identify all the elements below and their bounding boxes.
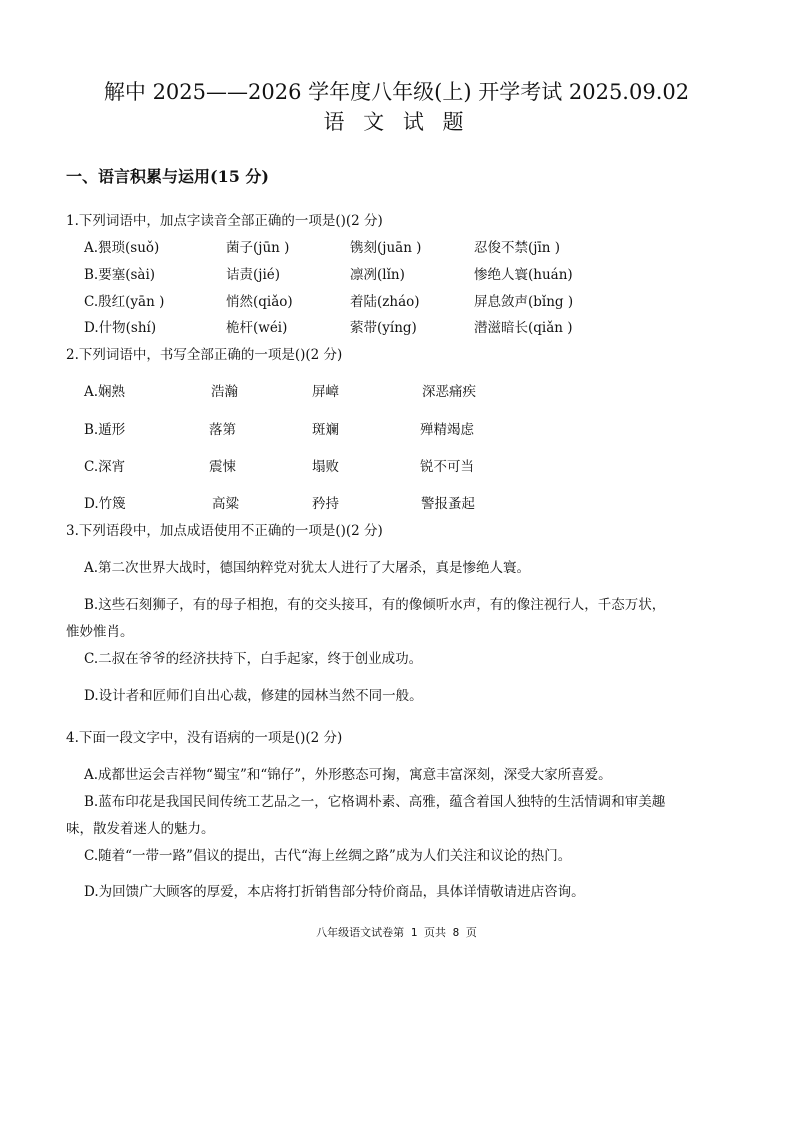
exam-title: 解中 2025——2026 学年度八年级(上) 开学考试 2025.09.02 [103, 80, 690, 104]
q1-option: 萦带(yíng) [350, 320, 417, 336]
q1-option: 镌刻(juān ) [350, 240, 422, 256]
q2-option: 矜持 [312, 496, 339, 512]
question-4-stem: 4.下面一段文字中，没有语病的一项是()(2 分) [66, 730, 343, 746]
q1-option: 潜滋暗长(qiǎn ) [474, 320, 573, 336]
question-1-stem: 1.下列词语中，加点字读音全部正确的一项是()(2 分) [66, 213, 383, 229]
q2-option: 深恶痛疾 [422, 384, 476, 400]
q3-option-c: C.二叔在爷爷的经济扶持下，白手起家，终于创业成功。 [84, 651, 423, 667]
q2-option: 高粱 [212, 496, 239, 512]
q2-option: 警报蚤起 [421, 496, 475, 512]
q2-option: D.竹篾 [84, 496, 126, 512]
q1-option: 菌子(jūn ) [226, 240, 290, 256]
q2-option: A.娴熟 [84, 384, 126, 400]
q3-option-a: A.第二次世界大战时，德国纳粹党对犹太人进行了大屠杀，真是惨绝人寰。 [84, 560, 531, 576]
q2-option: 斑斓 [312, 422, 339, 438]
q1-option: B.要塞(sài) [84, 267, 156, 283]
page-footer: 八年级语文试卷第 1 页共 8 页 [316, 926, 477, 939]
section-heading: 一、语言积累与运用(15 分) [66, 167, 269, 186]
q3-option-b-cont: 惟妙惟肖。 [66, 624, 134, 640]
q1-option: 凛冽(lǐn) [350, 267, 405, 283]
q4-option-c: C.随着“一带一路”倡议的提出，古代“海上丝绸之路”成为人们关注和议论的热门。 [84, 848, 572, 864]
q2-option: 锐不可当 [420, 459, 474, 475]
question-3-stem: 3.下列语段中，加点成语使用不正确的一项是()(2 分) [66, 523, 383, 539]
q3-option-d: D.设计者和匠师们自出心裁，修建的园林当然不同一般。 [84, 688, 423, 704]
q4-option-d: D.为回馈广大顾客的厚爱，本店将打折销售部分特价商品，具体详情敬请进店咨询。 [84, 884, 585, 900]
q2-option: 落第 [209, 422, 236, 438]
q1-option: 忍俊不禁(jīn ) [474, 240, 561, 256]
q2-option: 屏嶂 [312, 384, 339, 400]
q1-option: 桅杆(wéi) [226, 320, 288, 336]
q1-option: 悄然(qiǎo) [226, 294, 293, 310]
q2-option: B.遁形 [84, 422, 126, 438]
q2-option: C.深宵 [84, 459, 126, 475]
q1-option: A.猥琐(suǒ) [84, 240, 160, 256]
q4-option-b-cont: 味，散发着迷人的魅力。 [66, 821, 215, 837]
q4-option-b: B.蓝布印花是我国民间传统工艺品之一，它格调朴素、高雅，蕴含着国人独特的生活情调和审美趣 [84, 794, 666, 810]
q1-option: D.什物(shí) [84, 320, 157, 336]
q3-option-b: B.这些石刻狮子，有的母子相抱，有的交头接耳，有的像倾听水声，有的像注视行人，千态万状， [84, 597, 666, 613]
q1-option: 惨绝人寰(huán) [474, 267, 573, 283]
q2-option: 塌败 [312, 459, 339, 475]
q1-option: C.殷红(yān ) [84, 294, 165, 310]
q1-option: 诘责(jié) [226, 267, 281, 283]
q2-option: 浩瀚 [211, 384, 238, 400]
q1-option: 着陆(zháo) [350, 294, 420, 310]
q4-option-a: A.成都世运会吉祥物“蜀宝”和“锦仔”，外形憨态可掬，寓意丰富深刻，深受大家所喜爱。 [84, 767, 612, 783]
q2-option: 震悚 [209, 459, 236, 475]
exam-subtitle: 语 文 试 题 [323, 110, 470, 134]
question-2-stem: 2.下列词语中，书写全部正确的一项是()(2 分) [66, 347, 343, 363]
q2-option: 殚精竭虑 [420, 422, 474, 438]
q1-option: 屏息敛声(bǐng ) [474, 294, 574, 310]
